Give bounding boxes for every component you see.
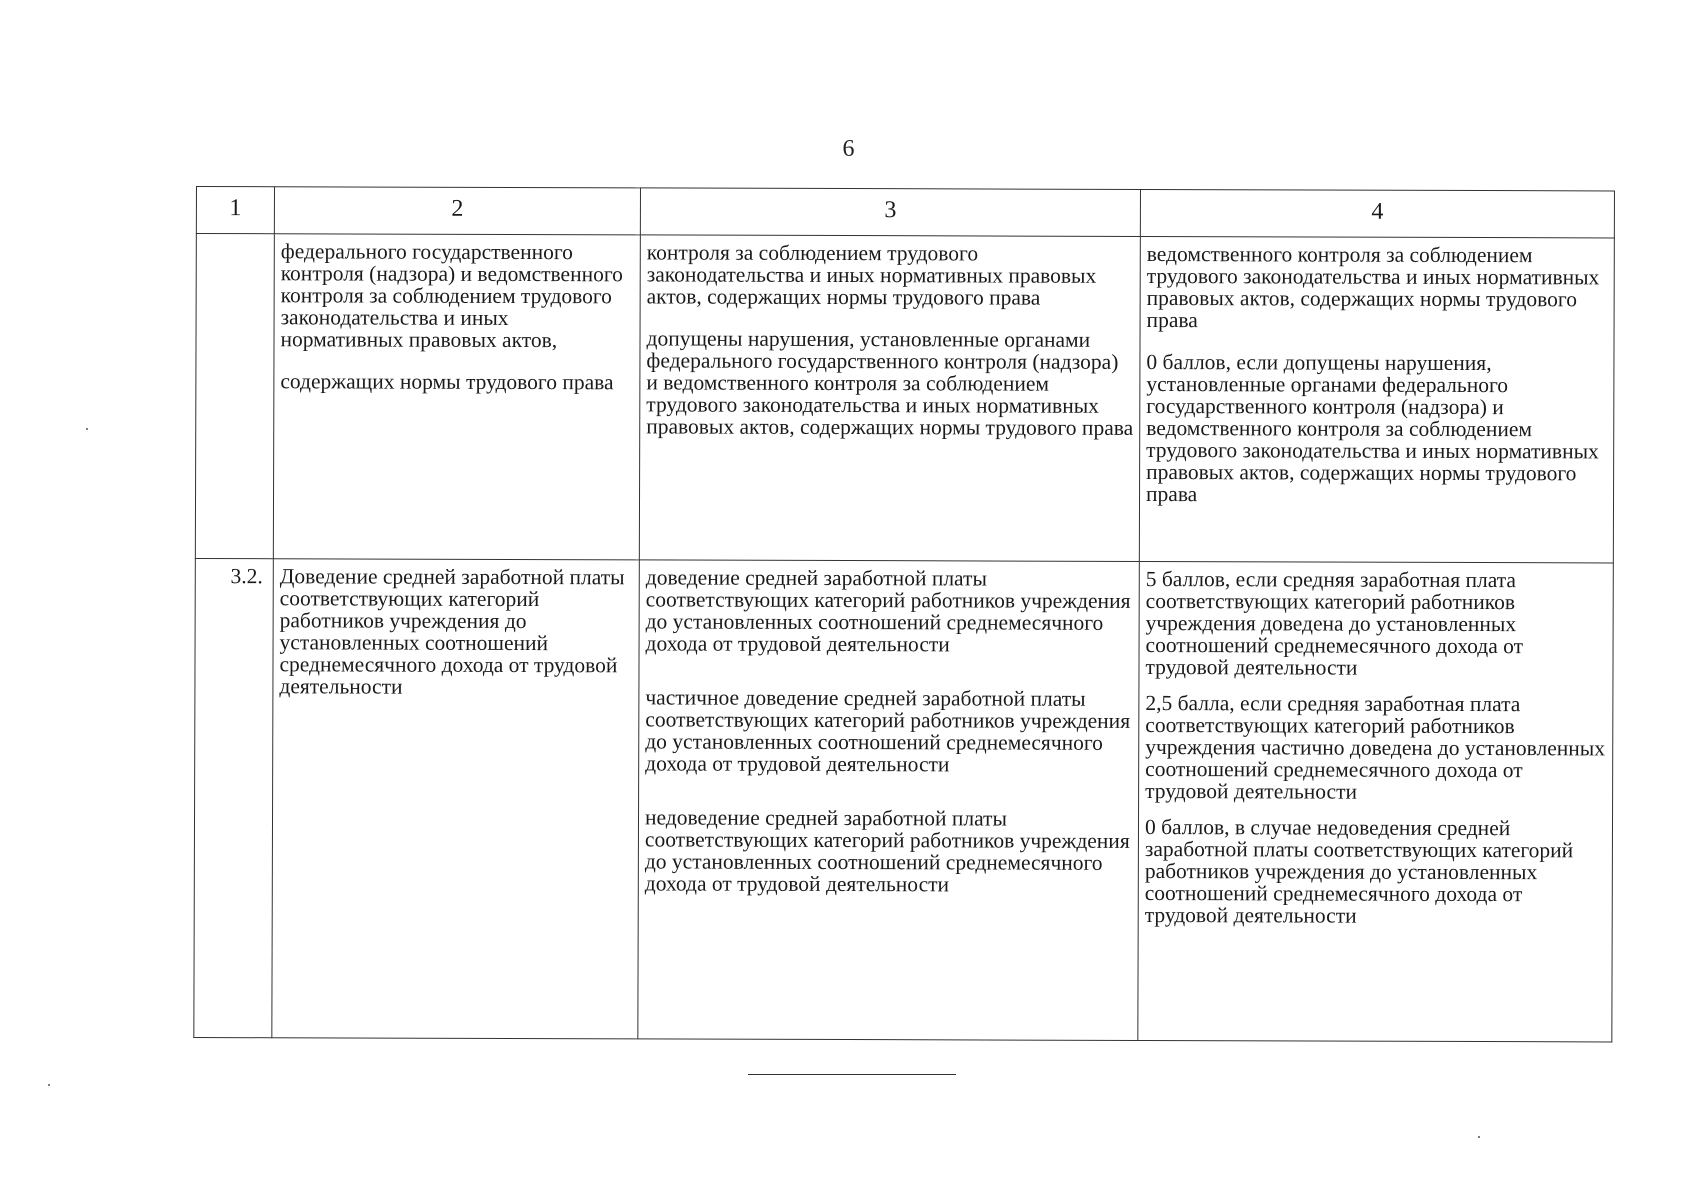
score-text: 0 баллов, если допущены нарушения, установленные органами федерального государственного контроля (надзора) и ведомственного контроля за соблюдением трудового законодательства и иных нормативных правовых актов, содержащих нормы трудового права — [1145, 349, 1599, 507]
criterion-text: федерального государственного контроля (надзора) и ведомственного контроля за соблюдением трудового законодательства и иных нормативных правовых актов, — [280, 239, 623, 353]
conditions-cell — [638, 560, 1140, 1041]
table-row — [194, 558, 1613, 1041]
header-cell: 1 — [196, 187, 274, 234]
score-text: 2,5 балла, если средняя заработная плата соответствующих категорий работников учреждения частично доведена до установленных соотношений среднемесячного дохода от трудовой деятельности — [1145, 690, 1606, 804]
scan-speck — [86, 428, 88, 430]
criterion-text: содержащих нормы трудового права — [280, 369, 614, 395]
scores-cell — [1139, 236, 1614, 562]
conditions-cell — [639, 235, 1140, 562]
criterion-cell — [272, 559, 640, 1039]
condition-text: доведение средней заработной платы соответствующих категорий работников учреждения до установленных соотношений среднемесячного дохода от трудовой деятельности — [645, 565, 1131, 657]
score-text: 0 баллов, в случае недоведения средней заработной платы соответствующих категорий работников учреждения до установленных соотношений среднемесячного дохода от трудовой деятельности — [1144, 814, 1574, 928]
criterion-cell — [273, 234, 640, 560]
footer-rule — [748, 1074, 956, 1075]
header-cell: 3 — [640, 188, 1140, 237]
row-number: 3.2. — [194, 558, 274, 1037]
row-number — [195, 234, 274, 559]
scan-speck — [48, 1084, 50, 1086]
condition-text: допущены нарушения, установленные органами федерального государственного контроля (надзора) и ведомственного контроля за соблюдением трудового законодательства и иных нормативных правовых актов, содержащих нормы трудового права — [646, 326, 1134, 440]
criterion-text: Доведение средней заработной платы соответствующих категорий работников учреждения до установленных соотношений среднемесячного дохода от трудовой деятельности — [279, 564, 625, 699]
table-header-row — [196, 187, 1614, 238]
scores-cell — [1138, 561, 1614, 1041]
score-text: ведомственного контроля за соблюдением трудового законодательства и иных нормативных правовых актов, содержащих нормы трудового права — [1146, 241, 1600, 333]
condition-text: недоведение средней заработной платы соответствующих категорий работников учреждения до установленных соотношений среднемесячного дохода от трудовой деятельности — [644, 805, 1130, 897]
scan-speck — [1478, 1136, 1480, 1138]
score-text: 5 баллов, если средняя заработная плата соответствующих категорий работников учреждения доведена до установленных соотношений среднемесячного дохода от трудовой деятельности — [1145, 566, 1524, 680]
page-number: 6 — [842, 136, 855, 162]
header-cell: 4 — [1140, 189, 1614, 237]
condition-text: частичное доведение средней заработной платы соответствующих категорий работников учреждения до установленных соотношений среднемесячного дохода от трудовой деятельности — [645, 685, 1131, 777]
header-cell: 2 — [274, 187, 640, 235]
condition-text: контроля за соблюдением трудового законодательства и иных нормативных правовых актов, содержащих нормы трудового права — [646, 240, 1097, 310]
table-row — [195, 234, 1614, 563]
criteria-table — [193, 186, 1615, 1042]
